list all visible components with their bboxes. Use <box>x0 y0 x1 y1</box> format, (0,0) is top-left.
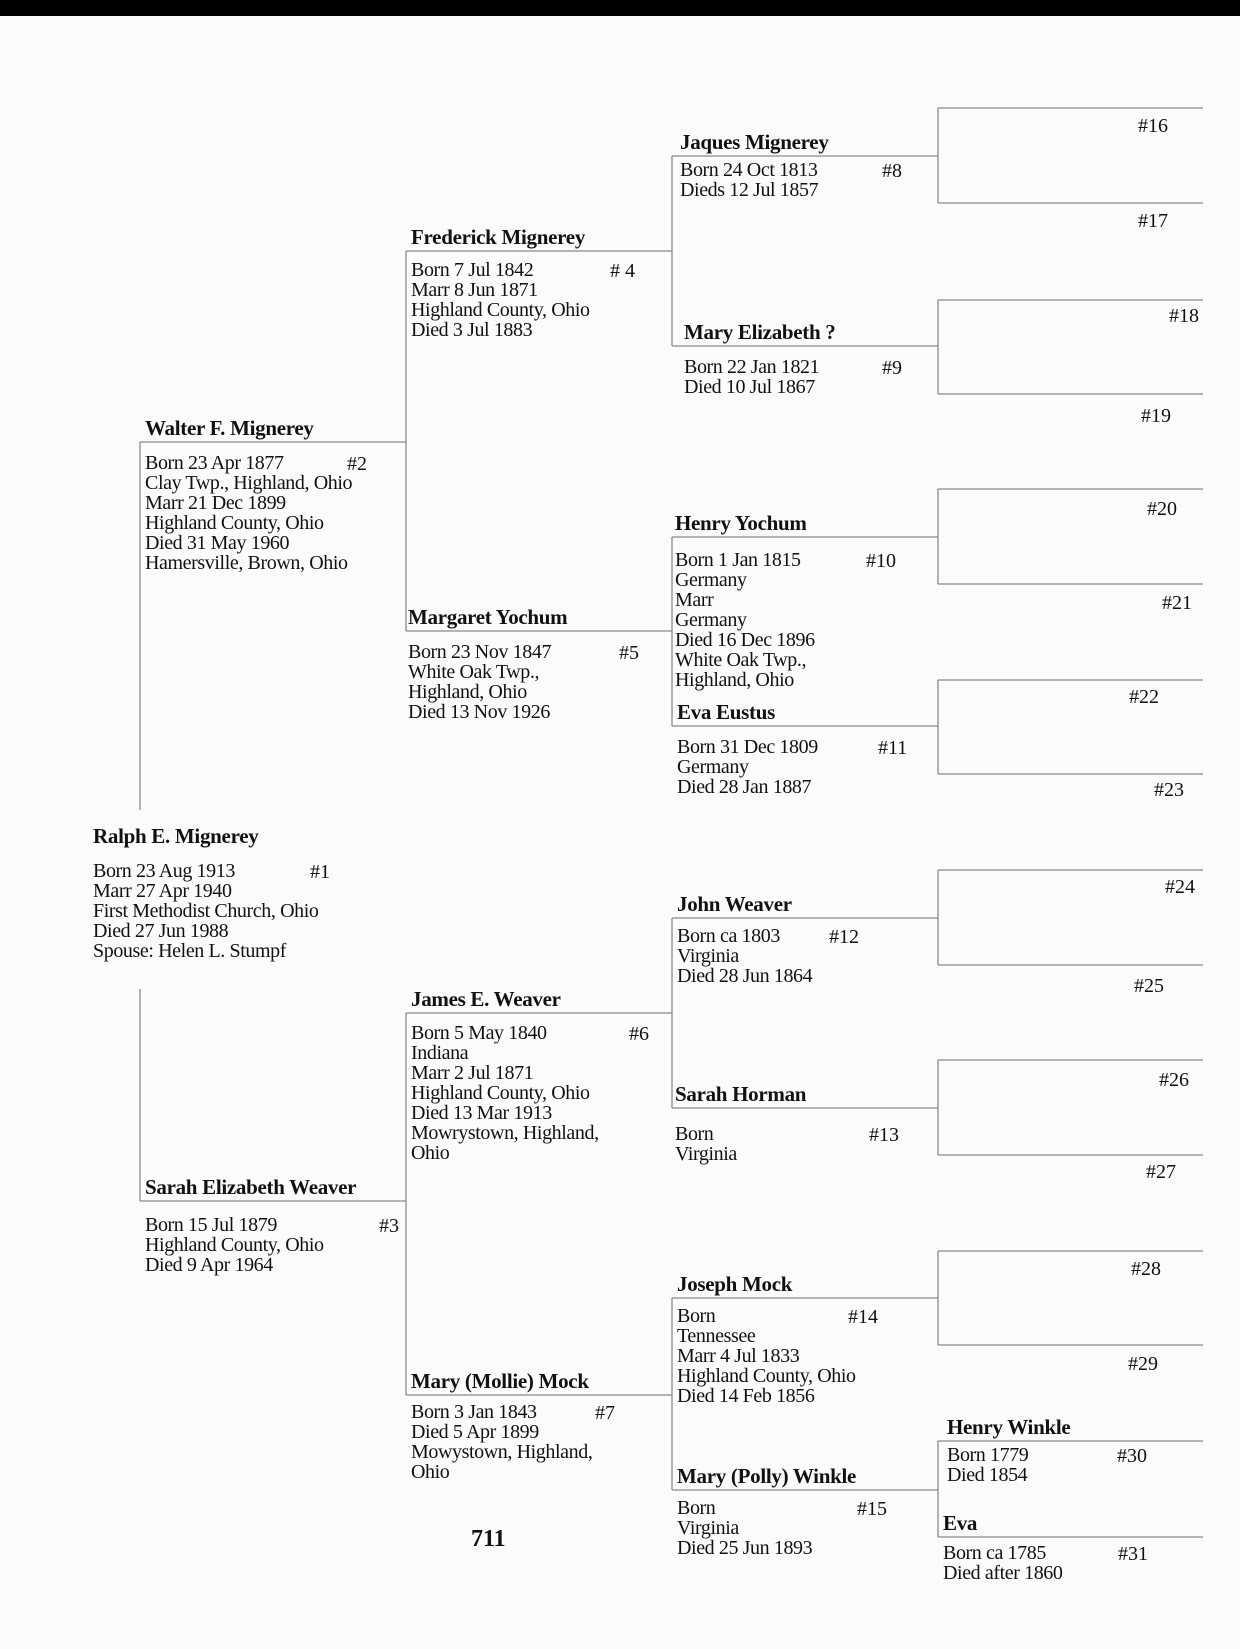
detail-line: Born 31 Dec 1809 <box>677 736 818 758</box>
empty-ancestor-slot-number: #27 <box>1146 1161 1176 1183</box>
person-details <box>93 861 318 961</box>
detail-line: Hamersville, Brown, Ohio <box>145 552 348 574</box>
detail-line: Indiana <box>411 1042 469 1064</box>
person-name: James E. Weaver <box>411 987 561 1011</box>
person-details <box>677 1306 856 1406</box>
person-name: Sarah Elizabeth Weaver <box>145 1175 357 1199</box>
detail-line: Died after 1860 <box>943 1562 1063 1584</box>
page-number: 711 <box>471 1526 506 1552</box>
ahnentafel-number: #11 <box>878 737 908 759</box>
person-details <box>677 1498 812 1558</box>
empty-ancestor-slot-number: #19 <box>1141 405 1171 427</box>
detail-line: Germany <box>675 569 747 591</box>
detail-line: Died 14 Feb 1856 <box>677 1385 815 1407</box>
detail-line: Born 15 Jul 1879 <box>145 1214 277 1236</box>
detail-line: Born 1779 <box>947 1444 1029 1466</box>
detail-line: Died 5 Apr 1899 <box>411 1421 539 1443</box>
ahnentafel-number: #2 <box>347 453 367 475</box>
detail-line: Born 7 Jul 1842 <box>411 259 534 281</box>
detail-line: Virginia <box>677 945 739 967</box>
person-details <box>675 1124 737 1164</box>
ahnentafel-number: #14 <box>848 1306 878 1328</box>
empty-ancestor-slot-number: #18 <box>1169 305 1199 327</box>
empty-ancestor-slot-number: #24 <box>1165 876 1195 898</box>
person-name: Mary Elizabeth ? <box>684 320 836 344</box>
empty-ancestor-slot-number: #16 <box>1138 115 1168 137</box>
person-details <box>411 1402 592 1482</box>
person-details <box>411 260 590 340</box>
detail-line: White Oak Twp., <box>408 661 540 683</box>
detail-line: Highland, Ohio <box>408 681 527 703</box>
detail-line: Marr 4 Jul 1833 <box>677 1345 800 1367</box>
ahnentafel-number: #1 <box>310 861 330 883</box>
detail-line: Born 23 Aug 1913 <box>93 860 235 882</box>
detail-line: Marr 27 Apr 1940 <box>93 880 232 902</box>
person-details <box>680 160 818 200</box>
detail-line: Marr 8 Jun 1871 <box>411 279 538 301</box>
person-name: Joseph Mock <box>677 1272 793 1296</box>
ahnentafel-number: #31 <box>1118 1543 1148 1565</box>
ahnentafel-number: #13 <box>869 1124 899 1146</box>
person-details <box>677 737 818 797</box>
ahnentafel-number: #30 <box>1117 1445 1147 1467</box>
detail-line: Died 9 Apr 1964 <box>145 1254 273 1276</box>
detail-line: Highland County, Ohio <box>411 1082 590 1104</box>
detail-line: Germany <box>677 756 749 778</box>
detail-line: Highland County, Ohio <box>145 1234 324 1256</box>
person-details <box>684 357 819 397</box>
detail-line: Died 3 Jul 1883 <box>411 319 533 341</box>
detail-line: Died 25 Jun 1893 <box>677 1537 813 1559</box>
ahnentafel-number: # 4 <box>610 260 635 282</box>
detail-line: Dieds 12 Jul 1857 <box>680 179 819 201</box>
ahnentafel-number: #7 <box>595 1402 615 1424</box>
empty-ancestor-slot-number: #29 <box>1128 1353 1158 1375</box>
ahnentafel-number: #12 <box>829 926 859 948</box>
empty-ancestor-slot-number: #17 <box>1138 210 1168 232</box>
empty-ancestor-slot-number: #28 <box>1131 1258 1161 1280</box>
ahnentafel-number: #9 <box>882 357 902 379</box>
person-details <box>145 1215 324 1275</box>
detail-line: Born <box>677 1497 716 1519</box>
ahnentafel-number: #8 <box>882 160 902 182</box>
person-details <box>947 1445 1028 1485</box>
detail-line: Highland County, Ohio <box>145 512 324 534</box>
detail-line: Born <box>675 1123 714 1145</box>
detail-line: Died 1854 <box>947 1464 1028 1486</box>
detail-line: Died 16 Dec 1896 <box>675 629 815 651</box>
detail-line: First Methodist Church, Ohio <box>93 900 319 922</box>
detail-line: Spouse: Helen L. Stumpf <box>93 940 287 962</box>
detail-line: Born <box>677 1305 716 1327</box>
person-name: Walter F. Mignerey <box>145 416 314 440</box>
detail-line: Born 24 Oct 1813 <box>680 159 818 181</box>
detail-line: Germany <box>675 609 747 631</box>
detail-line: Mowrystown, Highland, <box>411 1122 599 1144</box>
detail-line: Died 27 Jun 1988 <box>93 920 229 942</box>
person-details <box>145 453 352 573</box>
ahnentafel-number: #10 <box>866 550 896 572</box>
person-name: Margaret Yochum <box>408 605 568 629</box>
person-name: Eva Eustus <box>677 700 775 724</box>
detail-line: Born 5 May 1840 <box>411 1022 547 1044</box>
detail-line: Died 10 Jul 1867 <box>684 376 815 398</box>
detail-line: Highland County, Ohio <box>677 1365 856 1387</box>
detail-line: Born 22 Jan 1821 <box>684 356 820 378</box>
detail-line: White Oak Twp., <box>675 649 807 671</box>
detail-line: Marr 21 Dec 1899 <box>145 492 286 514</box>
person-details <box>675 550 815 690</box>
detail-line: Marr <box>675 589 714 611</box>
person-name: John Weaver <box>677 892 792 916</box>
ahnentafel-number: #15 <box>857 1498 887 1520</box>
detail-line: Born 1 Jan 1815 <box>675 549 801 571</box>
detail-line: Born ca 1785 <box>943 1542 1046 1564</box>
ahnentafel-number: #3 <box>379 1215 399 1237</box>
detail-line: Died 13 Nov 1926 <box>408 701 550 723</box>
person-details <box>943 1543 1063 1583</box>
person-name: Mary (Mollie) Mock <box>411 1369 589 1393</box>
empty-ancestor-slot-number: #25 <box>1134 975 1164 997</box>
detail-line: Highland, Ohio <box>675 669 794 691</box>
empty-ancestor-slot-number: #20 <box>1147 498 1177 520</box>
person-details <box>408 642 551 722</box>
detail-line: Born ca 1803 <box>677 925 780 947</box>
detail-line: Ohio <box>411 1461 450 1483</box>
empty-ancestor-slot-number: #21 <box>1162 592 1192 614</box>
detail-line: Tennessee <box>677 1325 756 1347</box>
detail-line: Died 28 Jun 1864 <box>677 965 813 987</box>
person-name: Eva <box>943 1511 978 1535</box>
detail-line: Born 23 Nov 1847 <box>408 641 552 663</box>
person-name: Henry Winkle <box>947 1415 1071 1439</box>
detail-line: Virginia <box>677 1517 739 1539</box>
detail-line: Virginia <box>675 1143 737 1165</box>
person-name: Henry Yochum <box>675 511 807 535</box>
empty-ancestor-slot-number: #26 <box>1159 1069 1189 1091</box>
detail-line: Born 3 Jan 1843 <box>411 1401 537 1423</box>
ahnentafel-number: #5 <box>619 642 639 664</box>
empty-ancestor-slot-number: #23 <box>1154 779 1184 801</box>
person-name: Frederick Mignerey <box>411 225 586 249</box>
empty-ancestor-slot-number: #22 <box>1129 686 1159 708</box>
detail-line: Marr 2 Jul 1871 <box>411 1062 534 1084</box>
person-details <box>411 1023 599 1163</box>
detail-line: Born 23 Apr 1877 <box>145 452 284 474</box>
person-details <box>677 926 812 986</box>
detail-line: Died 28 Jan 1887 <box>677 776 812 798</box>
detail-line: Died 13 Mar 1913 <box>411 1102 552 1124</box>
detail-line: Highland County, Ohio <box>411 299 590 321</box>
detail-line: Clay Twp., Highland, Ohio <box>145 472 353 494</box>
person-name: Jaques Mignerey <box>680 130 829 154</box>
person-name: Ralph E. Mignerey <box>93 824 259 848</box>
person-name: Sarah Horman <box>675 1082 807 1106</box>
detail-line: Died 31 May 1960 <box>145 532 290 554</box>
person-name: Mary (Polly) Winkle <box>677 1464 857 1488</box>
ahnentafel-number: #6 <box>629 1023 649 1045</box>
detail-line: Mowystown, Highland, <box>411 1441 593 1463</box>
detail-line: Ohio <box>411 1142 450 1164</box>
